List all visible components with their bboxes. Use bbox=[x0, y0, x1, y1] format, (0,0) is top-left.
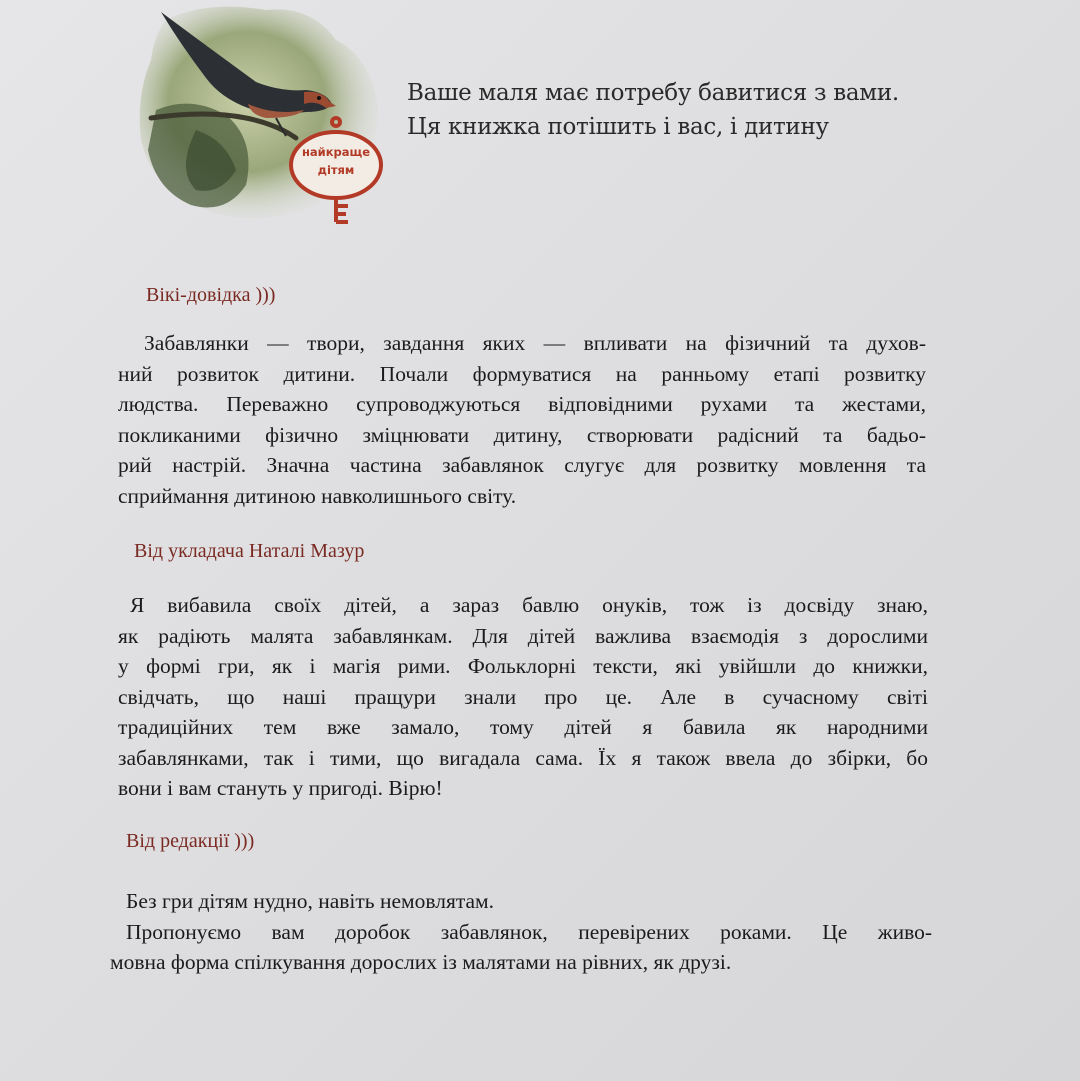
badge-label-line1: найкраще bbox=[301, 145, 371, 159]
text-line: традиційних тем вже замало, тому дітей я бавила як народними bbox=[118, 715, 928, 739]
bird-illustration bbox=[136, 0, 396, 225]
tagline bbox=[407, 76, 899, 144]
section-heading-compiler: Від укладача Наталі Мазур bbox=[134, 540, 365, 562]
text-line: забавлянками, так і тими, що вигадала сама. Їх я також ввела до збірки, бо bbox=[118, 745, 928, 770]
text-line: Без гри дітям нудно, навіть немовлятам. bbox=[126, 889, 495, 913]
text-line: свідчать, що наші пращури знали про це. Але в сучасному світі bbox=[118, 684, 928, 709]
section-body-wiki bbox=[118, 328, 926, 511]
tagline-line-1: Ваше маля має потребу бавитися з вами. bbox=[407, 80, 899, 106]
badge-label bbox=[294, 143, 378, 179]
text-line: вони і вам стануть у пригоді. Вірю! bbox=[118, 776, 443, 800]
section-heading-wiki: Вікі-довідка ))) bbox=[146, 284, 276, 306]
text-line: покликаними фізично зміцнювати дитину, створювати радісний та бадьо- bbox=[118, 422, 926, 447]
text-line: сприймання дитиною навколишнього світу. bbox=[118, 483, 517, 508]
text-line: мовна форма спілкування дорослих із малятами на рівних, як друзі. bbox=[110, 950, 732, 974]
tagline-line-2: Ця книжка потішить і вас, і дитину bbox=[407, 114, 829, 140]
text-line: як радіють малята забавлянкам. Для дітей важлива взаємодія з дорослими bbox=[118, 623, 928, 648]
text-line: Забавлянки — твори, завдання яких — впливати на фізичний та духов- bbox=[144, 331, 926, 355]
text-line: у формі гри, як і магія рими. Фольклорні тексти, які увійшли до книжки, bbox=[118, 654, 928, 678]
text-line: Я вибавила своїх дітей, а зараз бавлю онуків, тож із досвіду знаю, bbox=[130, 593, 928, 617]
badge-label-line2: дітям bbox=[317, 163, 355, 177]
section-body-compiler bbox=[118, 590, 928, 804]
section-body-editors bbox=[110, 886, 932, 978]
text-line: рий настрій. Значна частина забавлянок слугує для розвитку мовлення та bbox=[118, 453, 926, 477]
text-line: Пропонуємо вам доробок забавлянок, перевірених роками. Це живо- bbox=[126, 919, 932, 944]
text-line: ний розвиток дитини. Почали формуватися на ранньому етапі розвитку bbox=[118, 361, 926, 386]
section-heading-editors: Від редакції ))) bbox=[126, 830, 255, 852]
text-line: людства. Переважно супроводжуються відповідними рухами та жестами, bbox=[118, 392, 926, 416]
